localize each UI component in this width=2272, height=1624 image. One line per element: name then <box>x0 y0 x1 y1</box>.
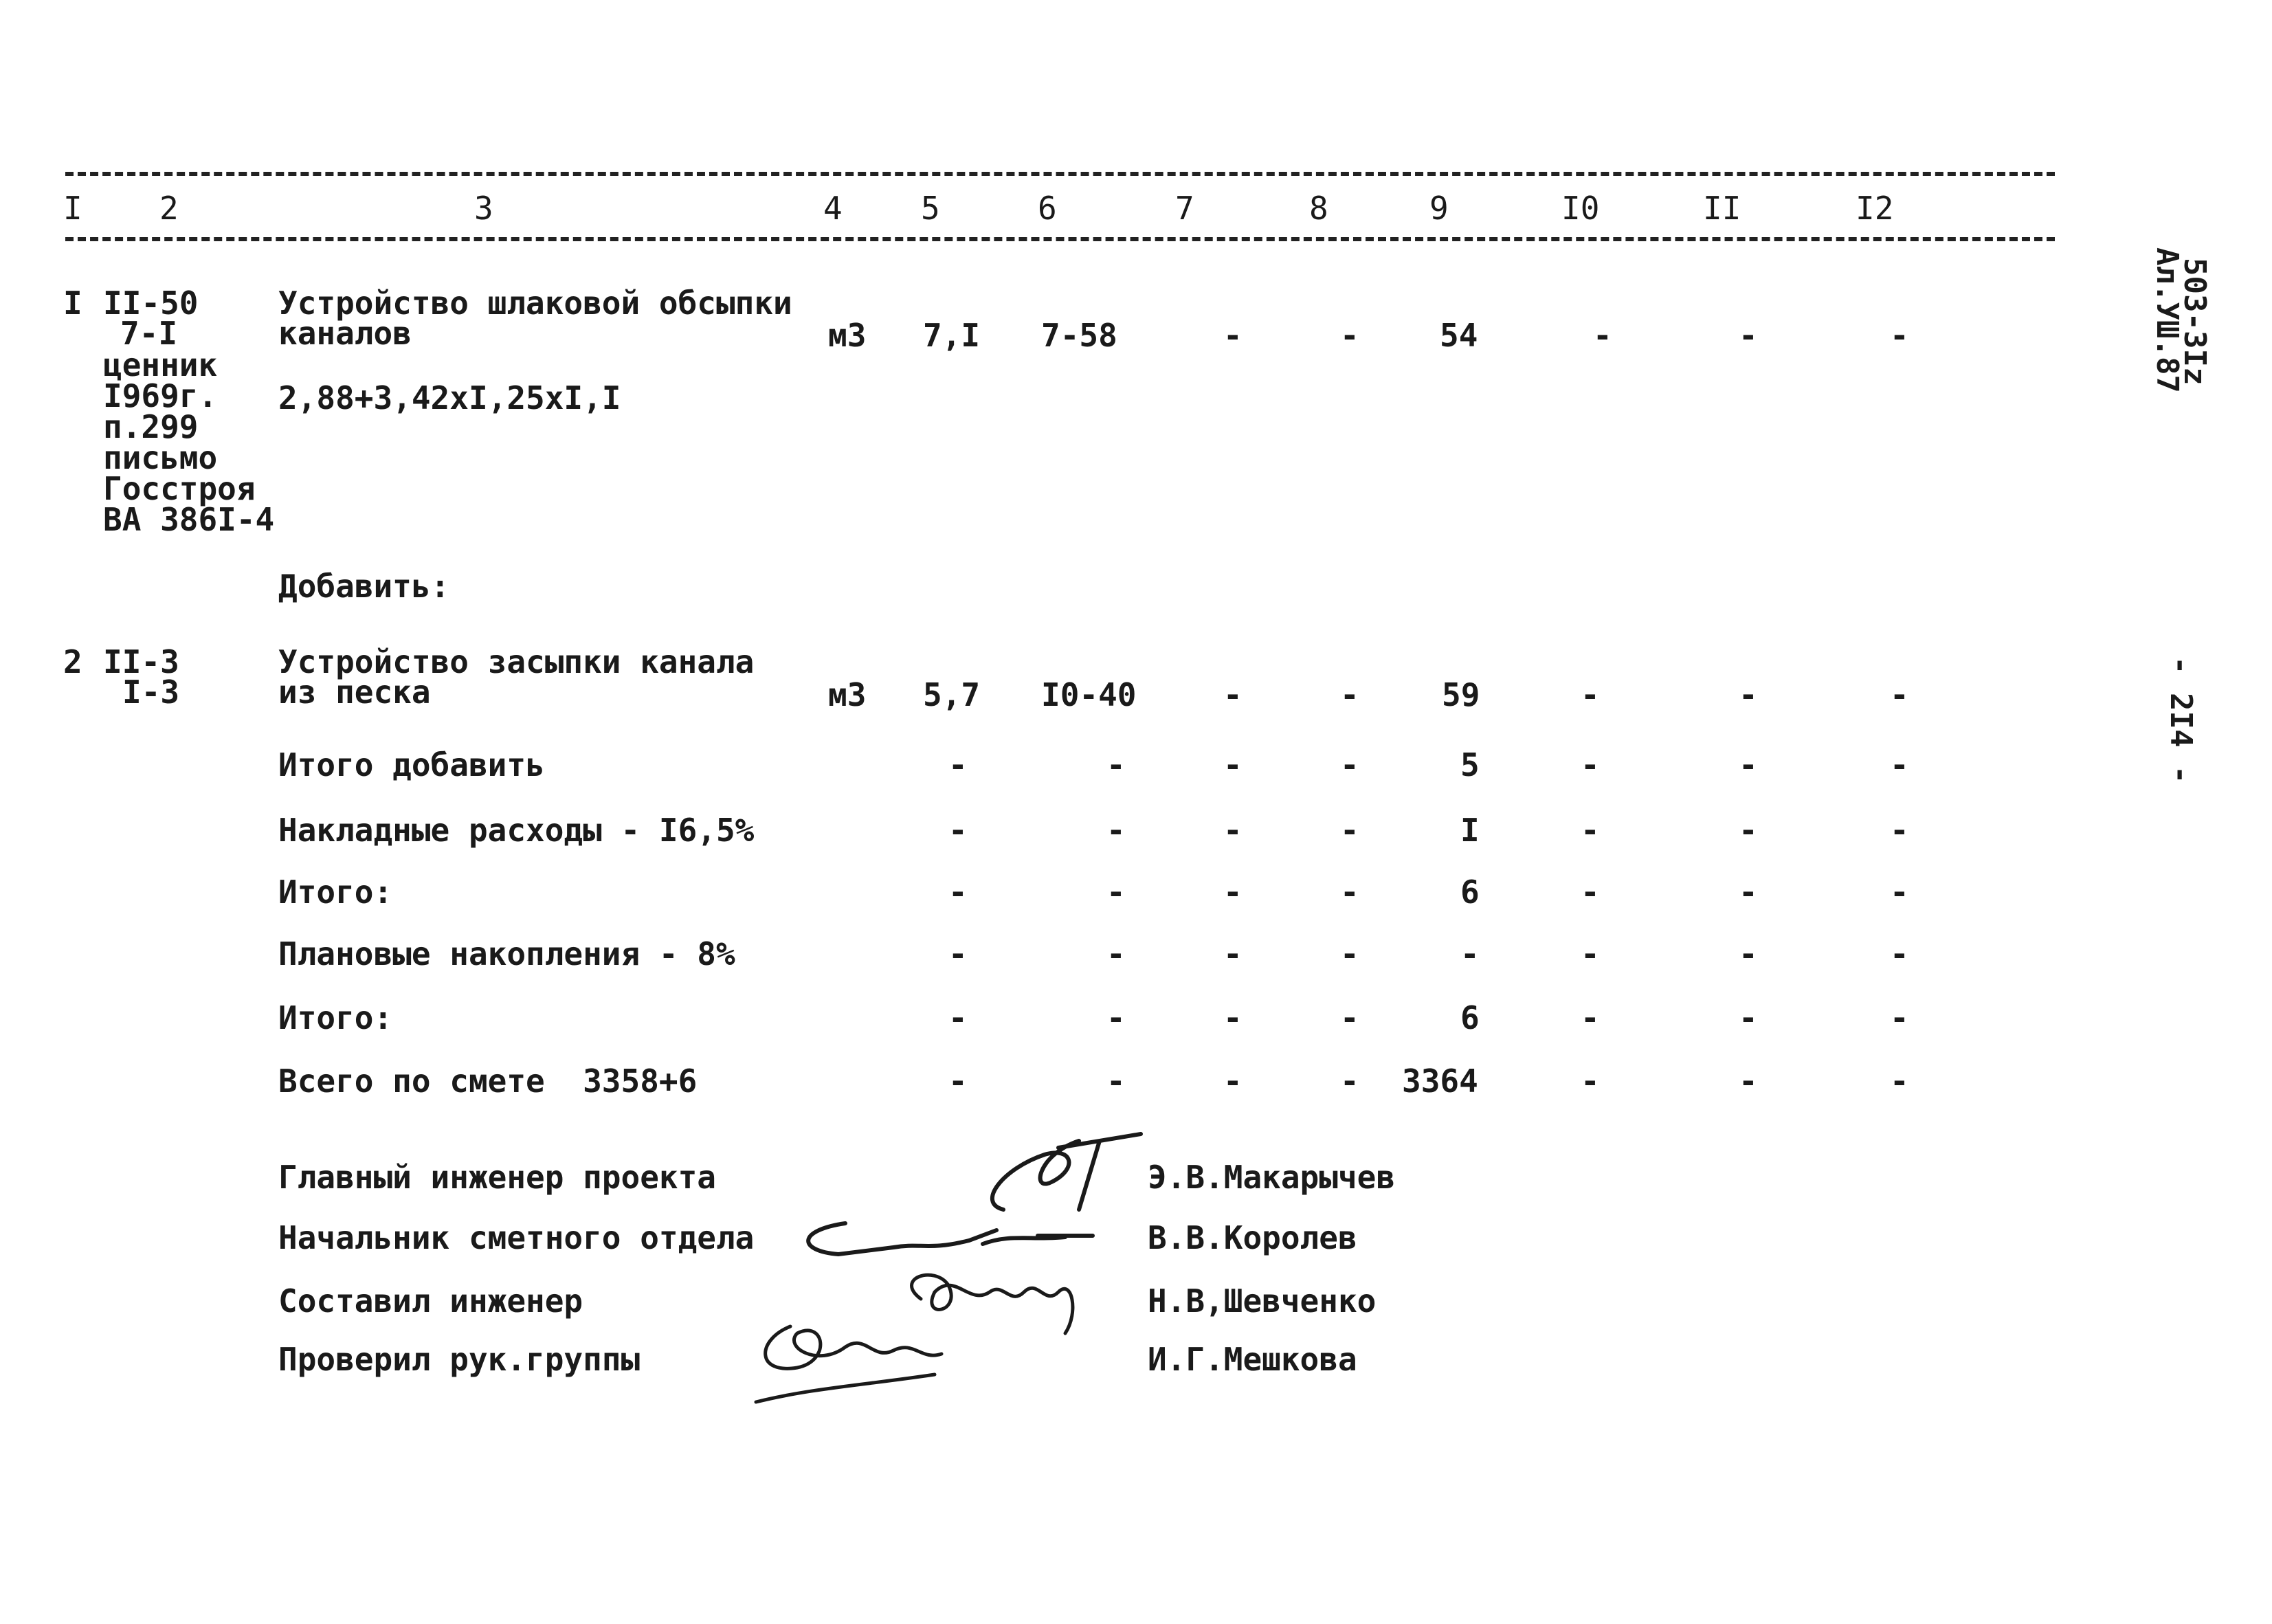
cell-col-11: - <box>1739 676 1758 713</box>
cell-col-11: - <box>1739 874 1758 911</box>
signature-role: Начальник сметного отдела <box>278 1219 755 1256</box>
cell-col-9: 5 <box>1460 746 1480 783</box>
cell-col-9: - <box>1460 935 1480 972</box>
signature-role: Проверил рук.группы <box>278 1341 641 1378</box>
row-formula: 2,88+3,42xI,25xI,I <box>278 379 621 416</box>
cell-col-7: - <box>1223 935 1243 972</box>
cell-col-6: - <box>1106 812 1126 849</box>
cell-col-11: - <box>1739 812 1758 849</box>
cell-col-8: - <box>1340 935 1359 972</box>
margin-doc-code-1: 503-3Iz <box>2177 258 2212 386</box>
cell-col-7: - <box>1223 874 1243 911</box>
row-ref-line: II-3 <box>103 643 179 680</box>
cell-col-5: - <box>948 746 968 783</box>
cell-col-10: - <box>1581 935 1600 972</box>
cell-col-10: - <box>1581 746 1600 783</box>
cell-col-5: - <box>948 1063 968 1100</box>
cell-col-8: - <box>1340 317 1359 354</box>
cell-col-12: - <box>1890 746 1909 783</box>
cell-col-6: - <box>1106 935 1126 972</box>
cell-col-5: - <box>948 999 968 1036</box>
row-description: Устройство шлаковой обсыпки <box>278 285 792 322</box>
col-num-1: I <box>63 190 82 227</box>
row-ref-line: ценник <box>103 346 218 383</box>
cell-col-9: 59 <box>1442 676 1480 713</box>
cell-col-10: - <box>1593 317 1612 354</box>
cell-col-10: - <box>1581 812 1600 849</box>
total-label: Всего по смете 3358+6 <box>278 1063 698 1100</box>
handwritten-signature-4 <box>742 1292 962 1409</box>
row-ref-line: п.299 <box>103 408 199 445</box>
cell-col-12: - <box>1890 676 1909 713</box>
header-top-rule <box>65 172 2055 176</box>
col-num-6: 6 <box>1038 190 1057 227</box>
cell-col-12: - <box>1890 999 1909 1036</box>
row-ref-line: письмо <box>103 439 218 476</box>
total-label: Итого: <box>278 999 393 1036</box>
cell-col-7: - <box>1223 676 1243 713</box>
cell-col-12: - <box>1890 317 1909 354</box>
cell-col-8: - <box>1340 1063 1359 1100</box>
cell-col-8: - <box>1340 874 1359 911</box>
cell-col-7: - <box>1223 999 1243 1036</box>
cell-col-10: - <box>1581 676 1600 713</box>
col-num-7: 7 <box>1175 190 1194 227</box>
cell-col-5: 7,I <box>923 317 981 354</box>
cell-col-7: - <box>1223 812 1243 849</box>
cell-col-6: I0-40 <box>1041 676 1137 713</box>
row-description: из песка <box>278 674 431 711</box>
margin-page-number: - 2I4 - <box>2163 656 2198 784</box>
cell-col-8: - <box>1340 746 1359 783</box>
cell-col-9: 6 <box>1460 874 1480 911</box>
cell-col-5: - <box>948 935 968 972</box>
col-num-2: 2 <box>159 190 179 227</box>
cell-col-12: - <box>1890 1063 1909 1100</box>
row-description: Устройство засыпки канала <box>278 643 755 680</box>
cell-col-7: - <box>1223 1063 1243 1100</box>
row-ref-line: I969г. <box>103 377 218 414</box>
signature-name: Э.В.Макарычев <box>1148 1159 1396 1196</box>
col-num-9: 9 <box>1429 190 1449 227</box>
cell-col-6: 7-58 <box>1041 317 1117 354</box>
cell-col-9: I <box>1460 812 1480 849</box>
cell-col-12: - <box>1890 812 1909 849</box>
col-num-3: 3 <box>474 190 493 227</box>
total-label: Накладные расходы - I6,5% <box>278 812 755 849</box>
col-num-11: II <box>1703 190 1741 227</box>
row-ref-line: I-3 <box>122 674 180 711</box>
cell-col-7: - <box>1223 746 1243 783</box>
cell-unit: м3 <box>828 676 867 713</box>
cell-col-9: 54 <box>1440 317 1478 354</box>
cell-col-5: 5,7 <box>923 676 981 713</box>
row-number: 2 <box>63 643 82 680</box>
cell-col-5: - <box>948 874 968 911</box>
row-ref-line: II-50 <box>103 285 199 322</box>
header-bottom-rule <box>65 237 2055 241</box>
cell-col-10: - <box>1581 1063 1600 1100</box>
cell-unit: м3 <box>828 317 867 354</box>
col-num-5: 5 <box>921 190 940 227</box>
cell-col-9: 3364 <box>1402 1063 1478 1100</box>
cell-col-10: - <box>1581 874 1600 911</box>
signature-name: В.В.Королев <box>1148 1219 1357 1256</box>
cell-col-11: - <box>1739 999 1758 1036</box>
row-number: I <box>63 285 82 322</box>
cell-col-8: - <box>1340 812 1359 849</box>
cell-col-6: - <box>1106 746 1126 783</box>
col-num-10: I0 <box>1561 190 1600 227</box>
cell-col-5: - <box>948 812 968 849</box>
col-num-8: 8 <box>1309 190 1328 227</box>
signature-name: И.Г.Мешкова <box>1148 1341 1357 1378</box>
cell-col-6: - <box>1106 874 1126 911</box>
cell-col-9: 6 <box>1460 999 1480 1036</box>
total-label: Итого добавить <box>278 746 545 783</box>
cell-col-6: - <box>1106 1063 1126 1100</box>
col-num-12: I2 <box>1856 190 1894 227</box>
cell-col-11: - <box>1739 746 1758 783</box>
total-label: Итого: <box>278 874 393 911</box>
add-section-label: Добавить: <box>278 568 450 605</box>
signature-role: Составил инженер <box>278 1282 583 1320</box>
row-ref-line: ВА 386I-4 <box>103 501 275 538</box>
row-ref-line: 7-I <box>120 315 178 352</box>
cell-col-8: - <box>1340 676 1359 713</box>
col-num-4: 4 <box>823 190 843 227</box>
signature-name: Н.В,Шевченко <box>1148 1282 1377 1320</box>
cell-col-11: - <box>1739 317 1758 354</box>
cell-col-12: - <box>1890 935 1909 972</box>
total-label: Плановые накопления - 8% <box>278 935 735 972</box>
cell-col-8: - <box>1340 999 1359 1036</box>
cell-col-12: - <box>1890 874 1909 911</box>
cell-col-11: - <box>1739 1063 1758 1100</box>
row-ref-line: Госстроя <box>103 470 256 507</box>
signature-role: Главный инженер проекта <box>278 1159 716 1196</box>
cell-col-6: - <box>1106 999 1126 1036</box>
margin-doc-code-2: Ал.УШ.87 <box>2150 247 2185 393</box>
cell-col-7: - <box>1223 317 1243 354</box>
row-description: каналов <box>278 315 412 352</box>
cell-col-11: - <box>1739 935 1758 972</box>
cell-col-10: - <box>1581 999 1600 1036</box>
